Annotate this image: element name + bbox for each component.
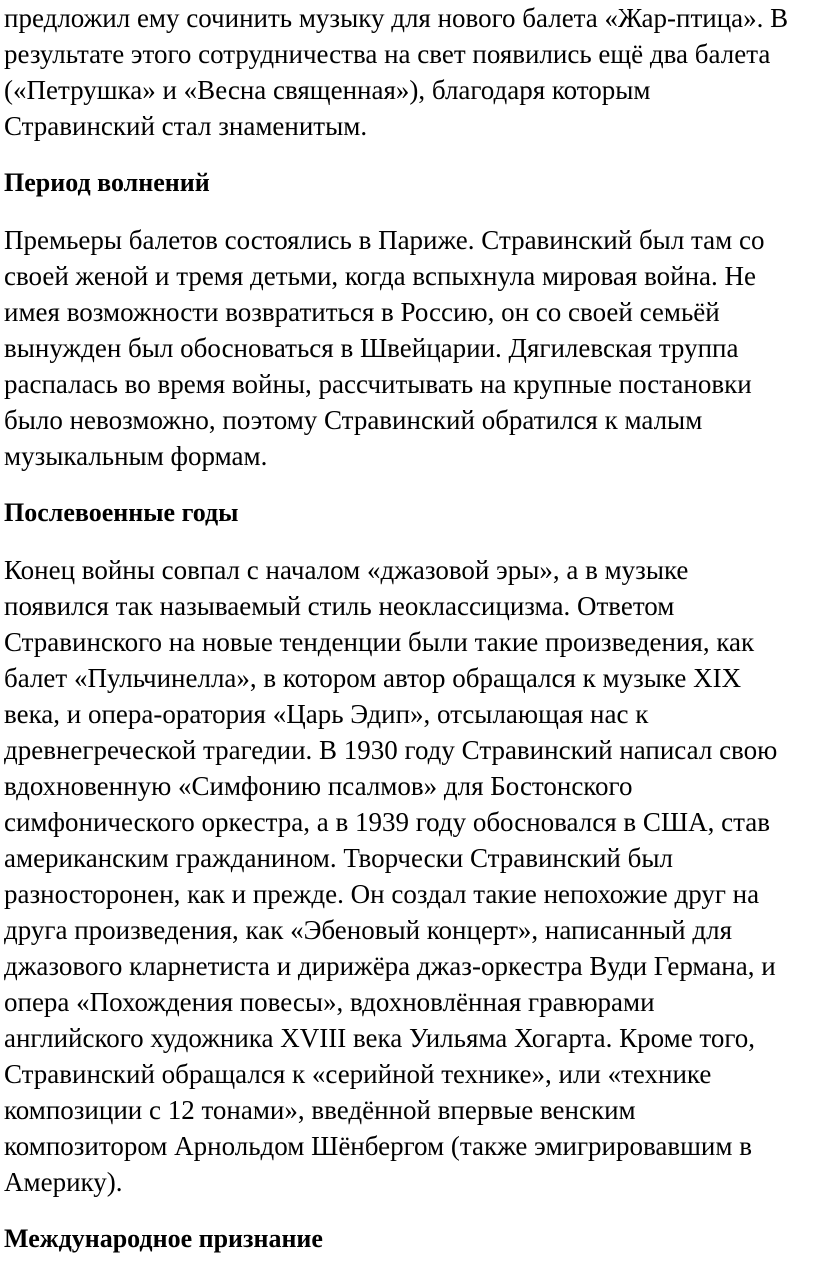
text-line: века, и опера-оратория «Царь Эдип», отсылающая нас к (4, 699, 649, 729)
text-line: своей женой и тремя детьми, когда вспыхнула мировая война. Не (4, 261, 757, 291)
text-line: опера «Похождения повесы», вдохновлённая гравюрами (4, 987, 655, 1017)
text-line: музыкальным формам. (4, 441, 268, 471)
section-heading-mezhdunarodnoe-priznanie: Международное признание (4, 1224, 323, 1253)
text-line: симфонического оркестра, а в 1939 году обосновался в США, став (4, 807, 770, 837)
text-line: композитором Арнольдом Шёнбергом (также эмигрировавшим в (4, 1131, 752, 1161)
text-line: балет «Пульчинелла», в котором автор обращался к музыке XIX (4, 663, 742, 693)
text-line: распалась во время войны, рассчитывать на крупные постановки (4, 369, 752, 399)
text-line: («Петрушка» и «Весна священная»), благодаря которым (4, 75, 651, 105)
text-line: композиции с 12 тонами», введённой впервые венским (4, 1095, 636, 1125)
text-line: Стравинского на новые тенденции были такие произведения, как (4, 627, 755, 657)
text-line: древнегреческой трагедии. В 1930 году Стравинский написал свою (4, 735, 778, 765)
text-line: джазового кларнетиста и дирижёра джаз-оркестра Вуди Германа, и (4, 951, 776, 981)
paragraph-period-volneniy (4, 222, 812, 474)
text-line: друга произведения, как «Эбеновый концерт», написанный для (4, 915, 733, 945)
text-line: появился так называемый стиль неоклассицизма. Ответом (4, 591, 675, 621)
section-heading-period-volneniy: Период волнений (4, 168, 210, 197)
text-line: вынужден был обосноваться в Швейцарии. Дягилевская труппа (4, 333, 739, 363)
section-heading-poslevoennye-gody: Послевоенные годы (4, 498, 239, 527)
text-line: было невозможно, поэтому Стравинский обратился к малым (4, 405, 703, 435)
document-page (4, 0, 812, 1257)
text-line: разносторонен, как и прежде. Он создал такие непохожие друг на (4, 879, 760, 909)
text-line: Премьеры балетов состоялись в Париже. Стравинский был там со (4, 225, 765, 255)
text-line: Стравинский обращался к «серийной технике», или «технике (4, 1059, 712, 1089)
text-line: американским гражданином. Творчески Стравинский был (4, 843, 673, 873)
text-line: английского художника XVIII века Уильяма Хогарта. Кроме того, (4, 1023, 756, 1053)
paragraph-poslevoennye-gody (4, 552, 812, 1200)
text-line: предложил ему сочинить музыку для нового балета «Жар-птица». В (4, 3, 789, 33)
text-line: имея возможности возвратиться в Россию, он со своей семьёй (4, 297, 720, 327)
text-line: Стравинский стал знаменитым. (4, 111, 368, 141)
text-line: Конец войны совпал с началом «джазовой эры», а в музыке (4, 555, 689, 585)
intro-paragraph (4, 0, 812, 144)
text-line: Америку). (4, 1167, 123, 1197)
text-line: результате этого сотрудничества на свет появились ещё два балета (4, 39, 771, 69)
text-line: вдохновенную «Симфонию псалмов» для Бостонского (4, 771, 633, 801)
